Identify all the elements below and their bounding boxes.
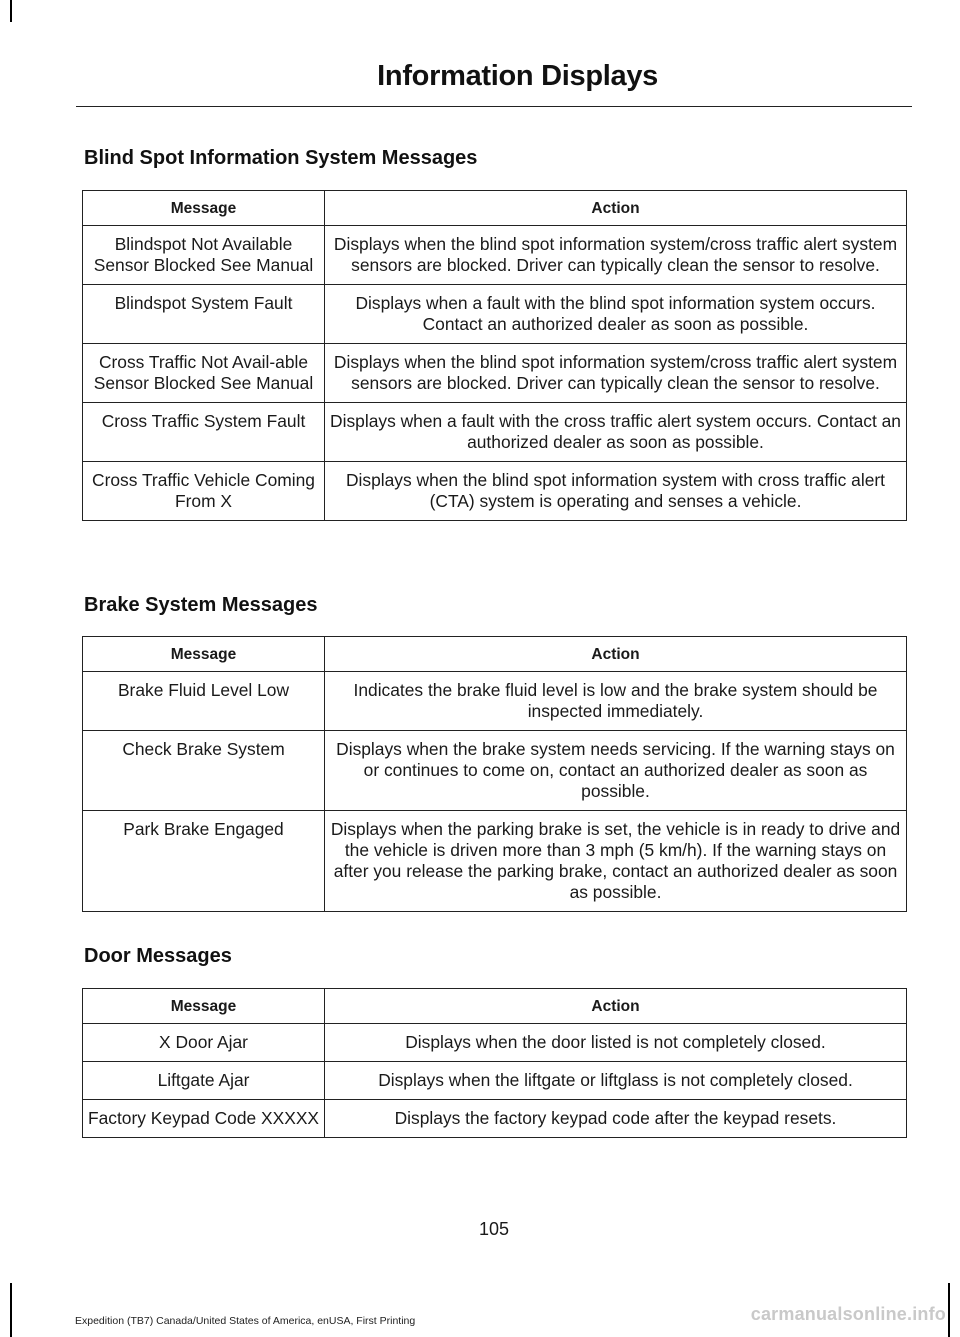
message-cell: Park Brake Engaged bbox=[83, 811, 325, 912]
action-cell: Displays when the parking brake is set, the vehicle is in ready to drive and the vehicle is driven more than 3 mph (5 km/h). If the warning stays on after you release the parking brake, contact an authorized dealer as soon as possible. bbox=[325, 811, 907, 912]
table-row bbox=[83, 1024, 907, 1062]
column-header-action: Action bbox=[325, 637, 907, 672]
column-header-action: Action bbox=[325, 191, 907, 226]
section-title-door: Door Messages bbox=[84, 945, 232, 967]
table-row bbox=[83, 1062, 907, 1100]
page-title: Information Displays bbox=[377, 60, 658, 92]
action-cell: Displays when the door listed is not completely closed. bbox=[325, 1024, 907, 1062]
table-row bbox=[83, 811, 907, 912]
message-cell: Liftgate Ajar bbox=[83, 1062, 325, 1100]
message-cell: Blindspot Not Available Sensor Blocked See Manual bbox=[83, 226, 325, 285]
action-cell: Displays when a fault with the cross traffic alert system occurs. Contact an authorized dealer as soon as possible. bbox=[325, 403, 907, 462]
message-cell: Brake Fluid Level Low bbox=[83, 672, 325, 731]
footer-text: Expedition (TB7) Canada/United States of America, enUSA, First Printing bbox=[75, 1315, 416, 1327]
crop-mark-bottom-left bbox=[10, 1283, 12, 1337]
section-title-brake-system: Brake System Messages bbox=[84, 594, 318, 616]
section-title-blind-spot: Blind Spot Information System Messages bbox=[84, 147, 478, 169]
message-cell: X Door Ajar bbox=[83, 1024, 325, 1062]
watermark: carmanualsonline.info bbox=[750, 1304, 946, 1324]
table-row bbox=[83, 462, 907, 521]
table-header-row bbox=[83, 637, 907, 672]
column-header-message: Message bbox=[83, 191, 325, 226]
blind-spot-messages-table bbox=[82, 190, 907, 521]
message-cell: Check Brake System bbox=[83, 731, 325, 811]
table-header-row bbox=[83, 989, 907, 1024]
action-cell: Displays when the blind spot information system/cross traffic alert system sensors are blocked. Driver can typically clean the sensor to resolve. bbox=[325, 226, 907, 285]
message-cell: Cross Traffic System Fault bbox=[83, 403, 325, 462]
table-row bbox=[83, 344, 907, 403]
table-header-row bbox=[83, 191, 907, 226]
header-divider bbox=[76, 106, 912, 107]
action-cell: Displays when a fault with the blind spot information system occurs. Contact an authorized dealer as soon as possible. bbox=[325, 285, 907, 344]
action-cell: Indicates the brake fluid level is low and the brake system should be inspected immediately. bbox=[325, 672, 907, 731]
table-row bbox=[83, 285, 907, 344]
brake-system-messages-table bbox=[82, 636, 907, 912]
action-cell: Displays when the brake system needs servicing. If the warning stays on or continues to come on, contact an authorized dealer as soon as possible. bbox=[325, 731, 907, 811]
action-cell: Displays when the blind spot information system/cross traffic alert system sensors are blocked. Driver can typically clean the sensor to resolve. bbox=[325, 344, 907, 403]
message-cell: Cross Traffic Vehicle Coming From X bbox=[83, 462, 325, 521]
crop-mark-top-left bbox=[10, 0, 12, 22]
column-header-message: Message bbox=[83, 989, 325, 1024]
action-cell: Displays when the liftgate or liftglass is not completely closed. bbox=[325, 1062, 907, 1100]
table-row bbox=[83, 1100, 907, 1138]
table-row bbox=[83, 731, 907, 811]
table-row bbox=[83, 403, 907, 462]
crop-mark-bottom-right bbox=[948, 1283, 950, 1337]
door-messages-table bbox=[82, 988, 907, 1138]
column-header-action: Action bbox=[325, 989, 907, 1024]
column-header-message: Message bbox=[83, 637, 325, 672]
message-cell: Blindspot System Fault bbox=[83, 285, 325, 344]
page-number: 105 bbox=[478, 1219, 510, 1239]
action-cell: Displays when the blind spot information system with cross traffic alert (CTA) system is operating and senses a vehicle. bbox=[325, 462, 907, 521]
message-cell: Cross Traffic Not Avail-able Sensor Blocked See Manual bbox=[83, 344, 325, 403]
action-cell: Displays the factory keypad code after the keypad resets. bbox=[325, 1100, 907, 1138]
table-row bbox=[83, 672, 907, 731]
table-row bbox=[83, 226, 907, 285]
message-cell: Factory Keypad Code XXXXX bbox=[83, 1100, 325, 1138]
